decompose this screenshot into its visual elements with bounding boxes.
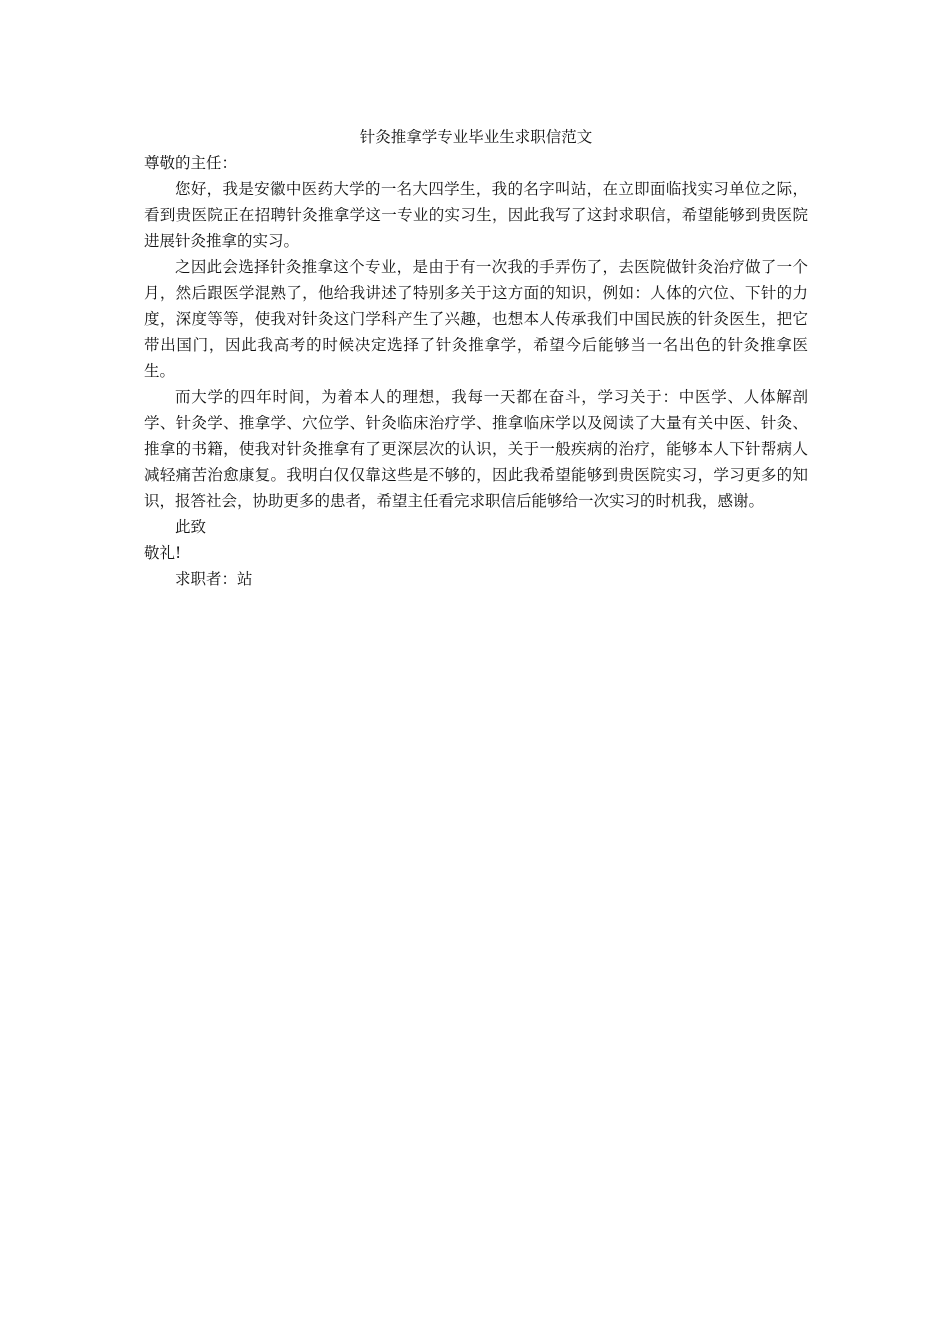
signature: 求职者：站 <box>175 570 253 588</box>
paragraph-intro: 您好，我是安徽中医药大学的一名大四学生，我的名字叫站，在立即面临找实习单位之际，看到贵医院正在招聘针灸推拿学这一专业的实习生，因此我写了这封求职信，希望能够到贵医院进展针灸推拿的实习。 <box>144 180 808 250</box>
closing-salute: 敬礼! <box>144 544 182 562</box>
closing-regards: 此致 <box>175 518 207 536</box>
paragraph-studies: 而大学的四年时间，为着本人的理想，我每一天都在奋斗，学习关于：中医学、人体解剖学、针灸学、推拿学、穴位学、针灸临床治疗学、推拿临床学以及阅读了大量有关中医、针灸、推拿的书籍，使我对针灸推拿有了更深层次的认识，关于一般疾病的治疗，能够本人下针帮病人减轻痛苦治愈康复。我明白仅仅靠这些是不够的，因此我希望能够到贵医院实习，学习更多的知识，报答社会，协助更多的患者，希望主任看完求职信后能够给一次实习的时机我，感谢。 <box>144 388 808 510</box>
letter-body <box>144 124 808 592</box>
salutation: 尊敬的主任： <box>144 154 238 172</box>
paragraph-motivation: 之因此会选择针灸推拿这个专业，是由于有一次我的手弄伤了，去医院做针灸治疗做了一个月，然后跟医学混熟了，他给我讲述了特别多关于这方面的知识，例如：人体的穴位、下针的力度，深度等等，使我对针灸这门学科产生了兴趣，也想本人传承我们中国民族的针灸医生，把它带出国门，因此我高考的时候决定选择了针灸推拿学，希望今后能够当一名出色的针灸推拿医生。 <box>144 258 808 380</box>
document-title: 针灸推拿学专业毕业生求职信范文 <box>359 128 593 146</box>
